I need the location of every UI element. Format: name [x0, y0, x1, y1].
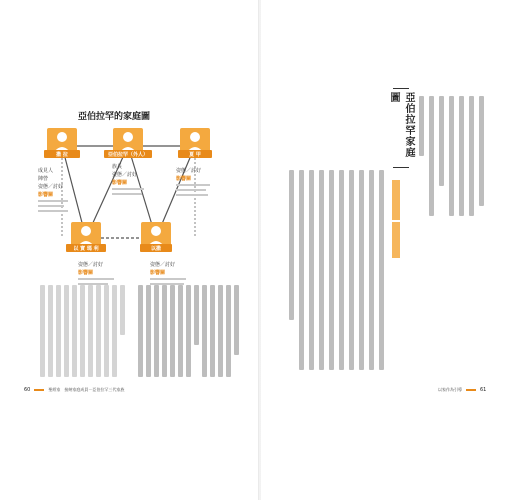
person-icon — [151, 226, 161, 236]
chapter-title: 亞伯拉罕家庭圖 — [388, 92, 414, 158]
annotation-6: 影響關 — [112, 180, 128, 186]
text-highlight-1 — [392, 180, 400, 220]
family-diagram — [0, 0, 259, 500]
page-number: 60 — [24, 387, 31, 393]
running-title: 接納家庭成員－亞伯拉罕三代家族 — [64, 387, 125, 392]
node-ishmael — [66, 222, 106, 252]
node-sarah — [44, 128, 80, 158]
person-icon — [123, 132, 133, 142]
node-label-sarah: 撒 拉 — [56, 152, 68, 158]
person-icon — [190, 132, 200, 142]
annotation-11: 姿態／討好 — [150, 262, 176, 268]
annotation-4: 影響關 — [38, 192, 54, 198]
annotation-10: 影響關 — [78, 270, 94, 276]
node-isaac — [140, 222, 172, 252]
node-hagar — [178, 128, 212, 158]
chapter-label: 聖經家 — [48, 387, 61, 392]
annotation-1: 成見人 — [38, 168, 54, 174]
figure-title: 亞伯拉罕的家庭圖 — [78, 112, 151, 122]
annotation-3: 姿態／討好 — [38, 184, 64, 190]
annotation-9: 姿態／討好 — [78, 262, 104, 268]
diagram-svg — [0, 0, 259, 500]
annotation-2: 陣營 — [38, 176, 49, 182]
footer-rule — [34, 389, 44, 391]
node-label-hagar: 夏 甲 — [189, 152, 201, 158]
person-icon — [57, 132, 67, 142]
person-icon — [81, 226, 91, 236]
annotation-placeholder-lines — [38, 184, 210, 285]
text-highlight-2 — [392, 222, 400, 258]
node-label-abraham: 亞伯拉罕（外人） — [107, 152, 149, 158]
right-footer — [438, 387, 486, 393]
node-label-isaac: 以撒 — [150, 246, 162, 252]
node-label-ishmael: 以 實 瑪 利 — [73, 246, 99, 252]
footer-rule-right — [466, 389, 476, 391]
left-footer — [24, 387, 124, 393]
chapter-title-box — [388, 88, 414, 168]
right-page — [261, 0, 520, 500]
running-title-right: 以家作為引導 — [438, 387, 462, 392]
annotation-abraham: 族長 — [112, 164, 123, 170]
page-number-right: 61 — [480, 387, 487, 393]
node-abraham — [104, 128, 152, 158]
annotation-12: 影響關 — [150, 270, 166, 276]
annotation-8: 影響關 — [176, 176, 192, 182]
left-page — [0, 0, 259, 500]
annotation-5: 姿態／討好 — [112, 172, 138, 178]
annotation-7: 姿態／討好 — [176, 168, 202, 174]
